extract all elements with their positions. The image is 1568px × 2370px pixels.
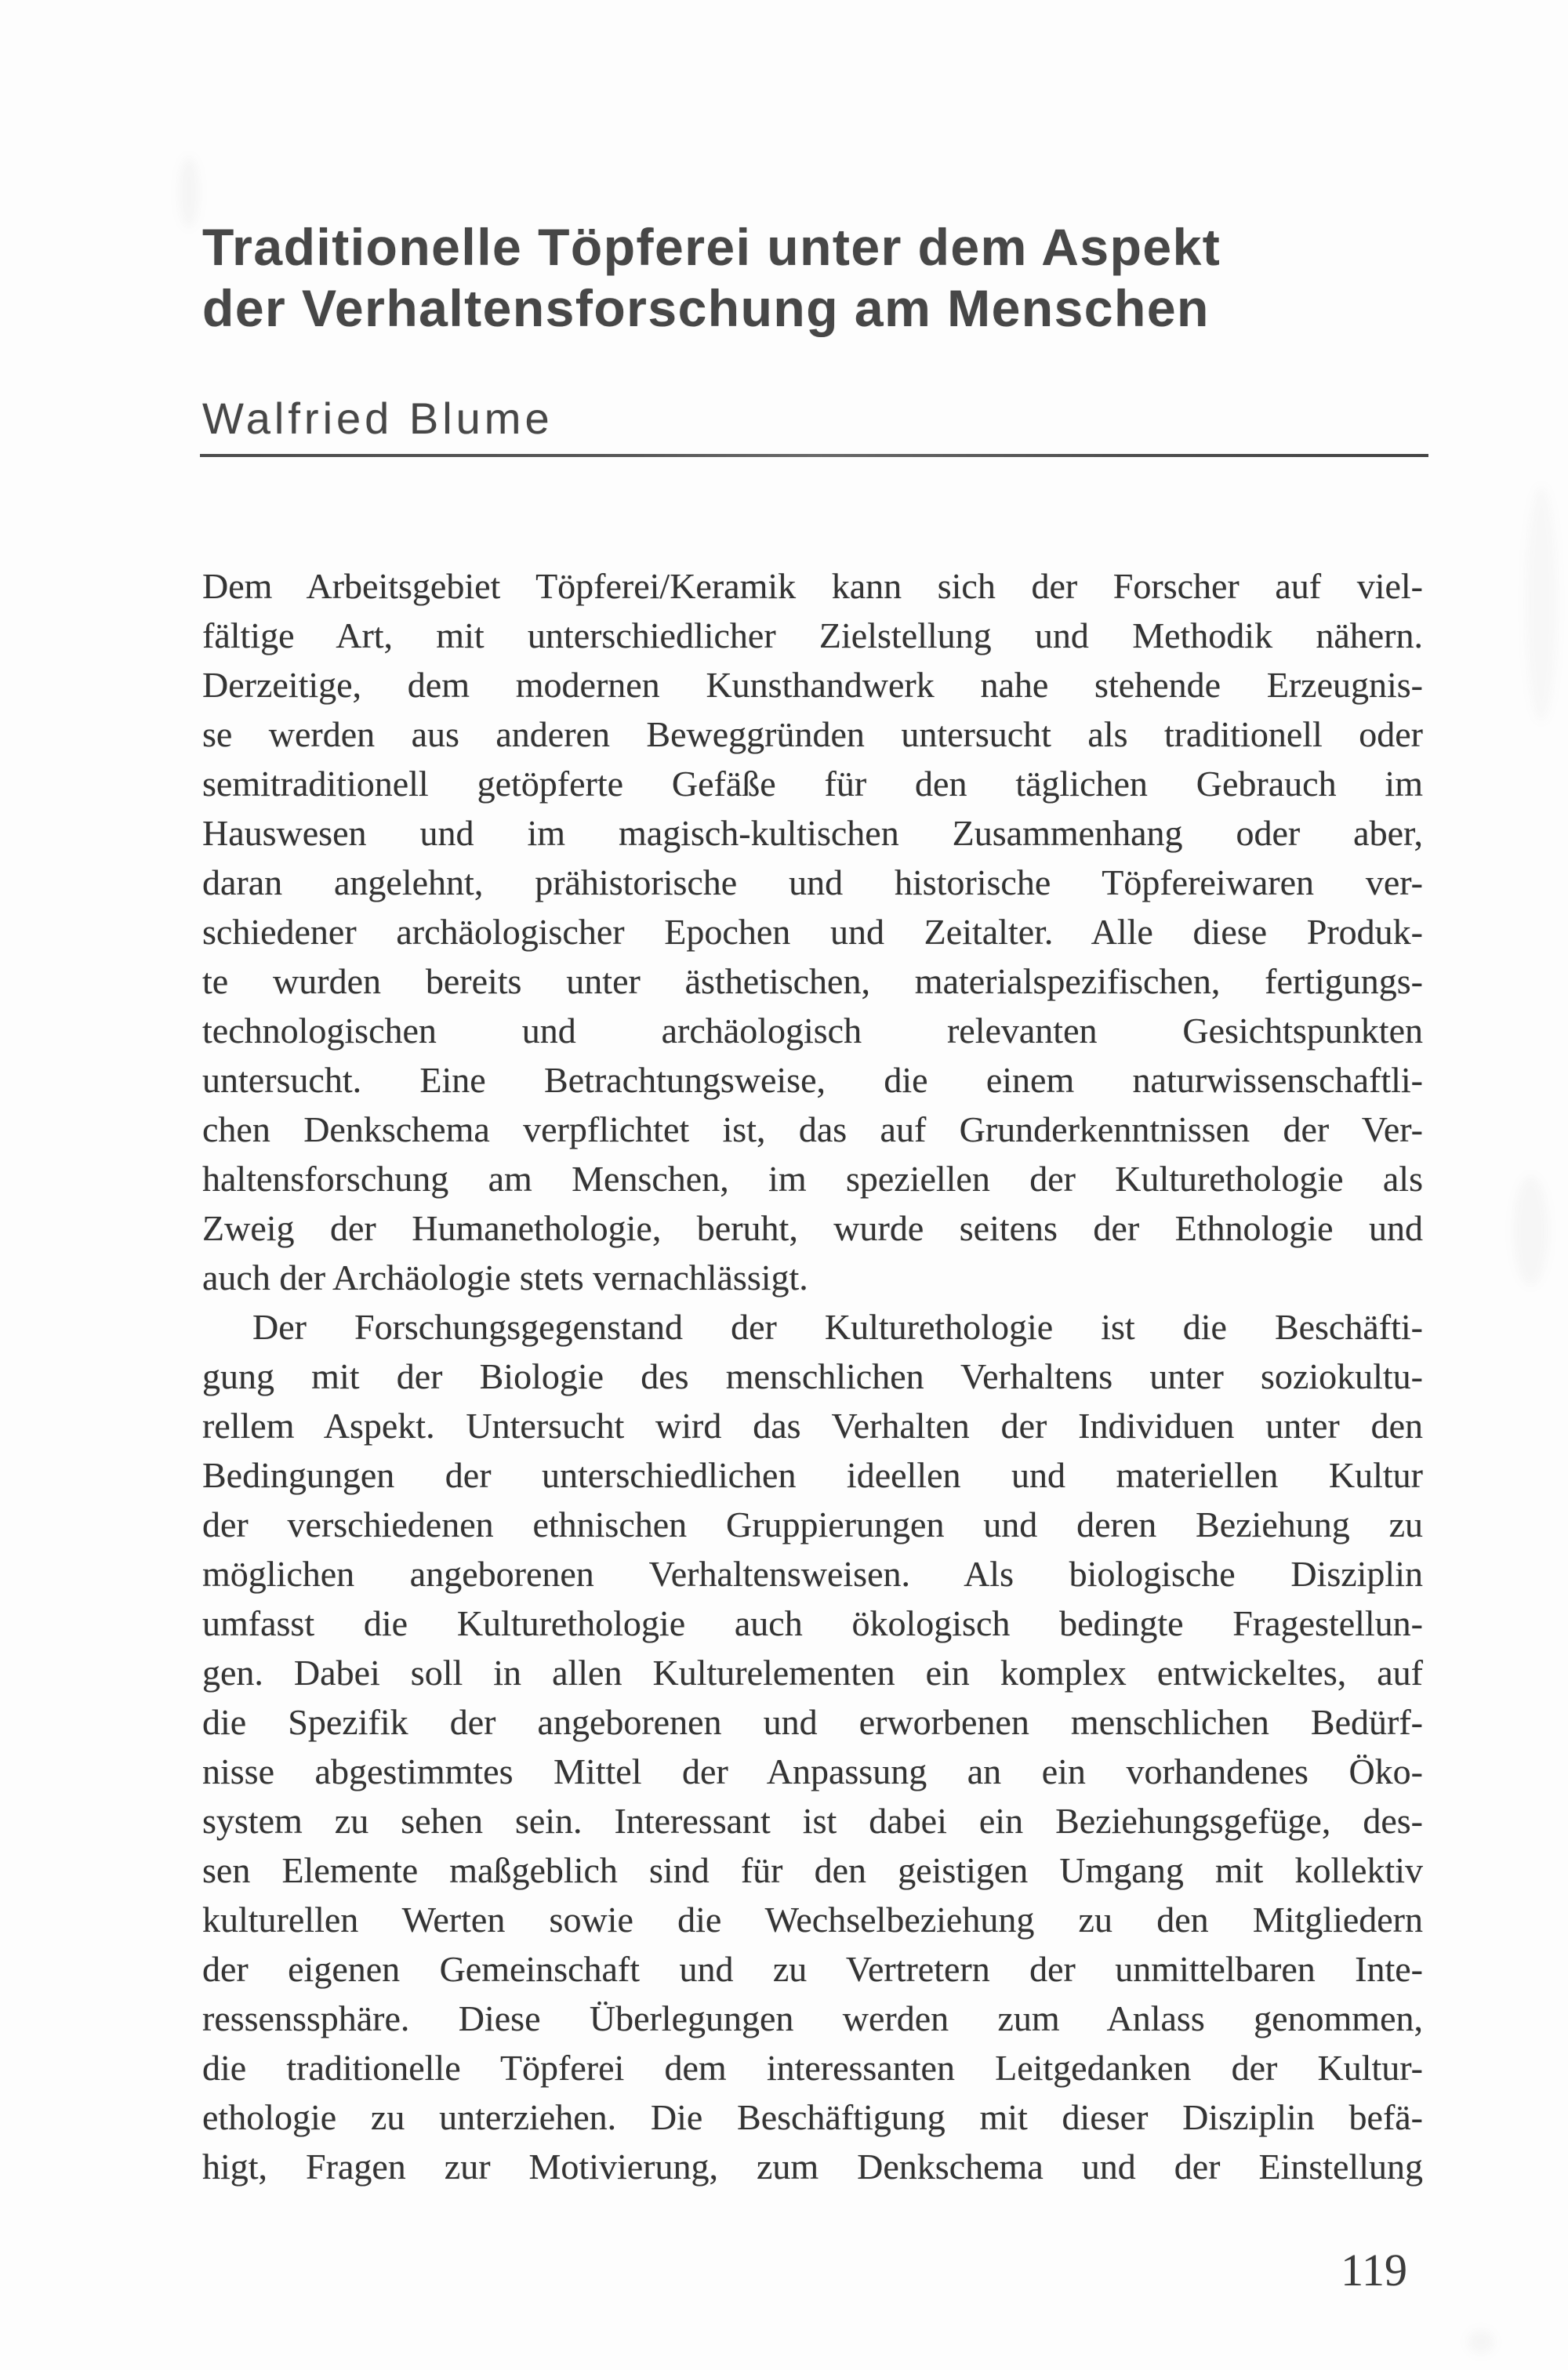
body-line: haltensforschung am Menschen, im speziellen der Kulturethologie als bbox=[202, 1159, 1423, 1199]
body-line: se werden aus anderen Beweggründen untersucht als traditionell oder bbox=[202, 714, 1423, 754]
body-line: gung mit der Biologie des menschlichen Verhaltens unter soziokultu- bbox=[202, 1356, 1423, 1396]
body-line: untersucht. Eine Betrachtungsweise, die einem naturwissenschaftli- bbox=[202, 1060, 1423, 1100]
body-line: semitraditionell getöpferte Gefäße für den täglichen Gebrauch im bbox=[202, 764, 1423, 804]
author-divider-rule bbox=[200, 454, 1428, 457]
body-line: te wurden bereits unter ästhetischen, materialspezifischen, fertigungs- bbox=[202, 961, 1423, 1001]
body-line: umfasst die Kulturethologie auch ökologisch bedingte Fragestellun- bbox=[202, 1603, 1423, 1643]
author-name: Walfried Blume bbox=[202, 394, 554, 443]
body-line: fältige Art, mit unterschiedlicher Zielstellung und Methodik nähern. bbox=[202, 615, 1423, 655]
body-line: Bedingungen der unterschiedlichen ideellen und materiellen Kultur bbox=[202, 1455, 1423, 1495]
body-line: die traditionelle Töpferei dem interessanten Leitgedanken der Kultur- bbox=[202, 2048, 1423, 2088]
body-line: die Spezifik der angeborenen und erworbenen menschlichen Bedürf- bbox=[202, 1702, 1423, 1742]
article-title-line-1: Traditionelle Töpferei unter dem Aspekt bbox=[202, 218, 1221, 276]
scan-smudge bbox=[1513, 1176, 1548, 1286]
body-line: chen Denkschema verpflichtet ist, das auf Grunderkenntnissen der Ver- bbox=[202, 1109, 1423, 1149]
body-line: sen Elemente maßgeblich sind für den geistigen Umgang mit kollektiv bbox=[202, 1850, 1423, 1890]
scan-smudge bbox=[179, 157, 199, 227]
body-line: Hauswesen und im magisch-kultischen Zusammenhang oder aber, bbox=[202, 813, 1423, 853]
body-line: Der Forschungsgegenstand der Kulturethologie ist die Beschäfti- bbox=[252, 1307, 1423, 1347]
body-line: auch der Archäologie stets vernachlässigt. bbox=[202, 1258, 808, 1298]
body-line: system zu sehen sein. Interessant ist dabei ein Beziehungsgefüge, des- bbox=[202, 1801, 1423, 1841]
body-line: der eigenen Gemeinschaft und zu Vertretern der unmittelbaren Inte- bbox=[202, 1949, 1423, 1989]
body-line: Dem Arbeitsgebiet Töpferei/Keramik kann sich der Forscher auf viel- bbox=[202, 566, 1423, 606]
page-number: 119 bbox=[1341, 2245, 1407, 2296]
body-line: technologischen und archäologisch relevanten Gesichtspunkten bbox=[202, 1011, 1423, 1051]
body-line: der verschiedenen ethnischen Gruppierungen und deren Beziehung zu bbox=[202, 1504, 1423, 1544]
body-line: möglichen angeborenen Verhaltensweisen. Als biologische Disziplin bbox=[202, 1554, 1423, 1594]
body-line: nisse abgestimmtes Mittel der Anpassung an ein vorhandenes Öko- bbox=[202, 1751, 1423, 1791]
scan-smudge bbox=[1526, 486, 1557, 721]
body-line: daran angelehnt, prähistorische und historische Töpfereiwaren ver- bbox=[202, 862, 1423, 902]
body-line: rellem Aspekt. Untersucht wird das Verhalten der Individuen unter den bbox=[202, 1406, 1423, 1446]
body-line: ethologie zu unterziehen. Die Beschäftigung mit dieser Disziplin befä- bbox=[202, 2097, 1423, 2137]
article-title-line-2: der Verhaltensforschung am Menschen bbox=[202, 279, 1210, 337]
body-line: Zweig der Humanethologie, beruht, wurde seitens der Ethnologie und bbox=[202, 1208, 1423, 1248]
article-title bbox=[202, 216, 1425, 339]
article-body bbox=[202, 561, 1423, 2191]
body-line: gen. Dabei soll in allen Kulturelementen ein komplex entwickeltes, auf bbox=[202, 1653, 1423, 1693]
body-line: Derzeitige, dem modernen Kunsthandwerk nahe stehende Erzeugnis- bbox=[202, 665, 1423, 705]
body-line: schiedener archäologischer Epochen und Zeitalter. Alle diese Produk- bbox=[202, 912, 1423, 952]
body-line: ressenssphäre. Diese Überlegungen werden zum Anlass genommen, bbox=[202, 1998, 1423, 2038]
scan-smudge bbox=[1468, 2330, 1494, 2354]
body-line: kulturellen Werten sowie die Wechselbeziehung zu den Mitgliedern bbox=[202, 1900, 1423, 1940]
body-line: higt, Fragen zur Motivierung, zum Denkschema und der Einstellung bbox=[202, 2147, 1423, 2187]
